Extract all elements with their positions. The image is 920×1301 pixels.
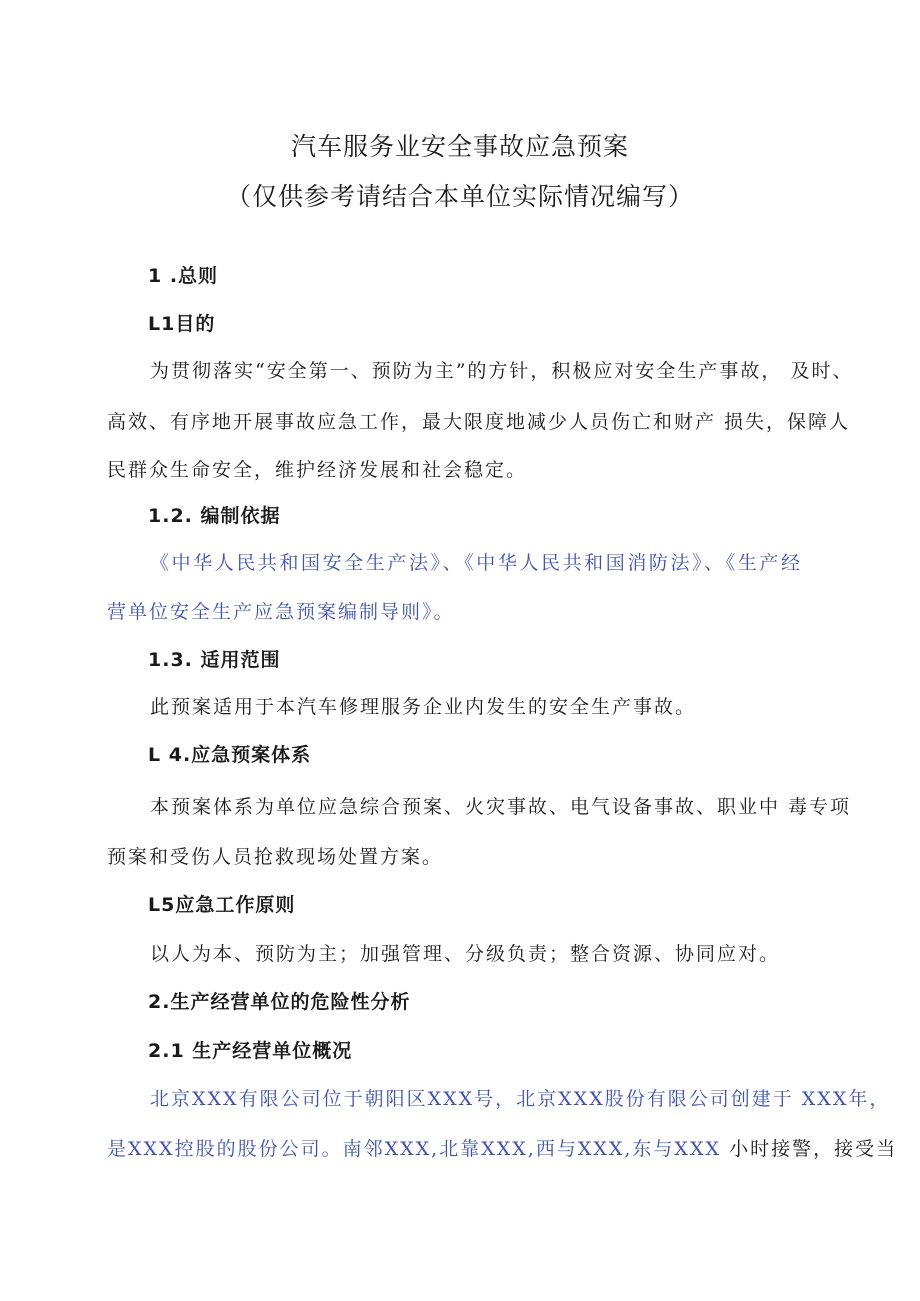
section-1-2-text-line-1: 《中华人民共和国安全生产法》、《中华人民共和国消防法》、《生产经 [150, 552, 802, 574]
section-1-3-text-line-1: 此预案适用于本汽车修理服务企业内发生的安全生产事故。 [150, 696, 697, 718]
document-subtitle: （仅供参考请结合本单位实际情况编写） [225, 182, 694, 211]
section-1-1-text-line-2: 高效、有序地开展事故应急工作，最大限度地减少人员伤亡和财产 损失，保障人 [107, 411, 851, 433]
section-1-1-text-line-1: 为贯彻落实“安全第一、预防为主”的方针，积极应对安全生产事故， 及时、 [150, 360, 854, 382]
document-title: 汽车服务业安全事故应急预案 [290, 132, 629, 161]
section-2-1-heading: 2.1 生产经营单位概况 [148, 1040, 353, 1062]
section-1-4-text-line-2: 预案和受伤人员抢救现场处置方案。 [107, 846, 444, 868]
section-1-5-heading: L5应急工作原则 [148, 894, 296, 916]
section-1-5-text-line-1: 以人为本、预防为主；加强管理、分级负责；整合资源、协同应对。 [150, 943, 781, 965]
section-2-1-text-line-1: 北京XXX有限公司位于朝阳区XXX号，北京XXX股份有限公司创建于 XXX年， [150, 1088, 891, 1110]
section-1-4-heading: L 4.应急预案体系 [148, 744, 312, 766]
section-1-heading: 1 .总则 [148, 265, 219, 287]
section-2-1-text-line-2-content: 是XXX控股的股份公司。南邻XXX,北靠XXX,西与XXX,东与XXX 小时接警，接受当 [107, 1138, 898, 1160]
section-1-1-heading: L1目的 [148, 313, 216, 335]
section-1-3-heading: 1.3. 适用范围 [148, 649, 281, 671]
section-1-1-text-line-3: 民群众生命安全，维护经济发展和社会稳定。 [107, 459, 528, 481]
section-1-4-text-line-1: 本预案体系为单位应急综合预案、火灾事故、电气设备事故、职业中 毒专项 [150, 796, 852, 818]
section-1-2-heading: 1.2. 编制依据 [148, 505, 281, 527]
section-1-2-text-line-2: 营单位安全生产应急预案编制导则》。 [107, 601, 455, 623]
section-2-heading: 2.生产经营单位的危险性分析 [148, 991, 411, 1013]
section-2-1-text-line-2 [107, 1134, 898, 1161]
